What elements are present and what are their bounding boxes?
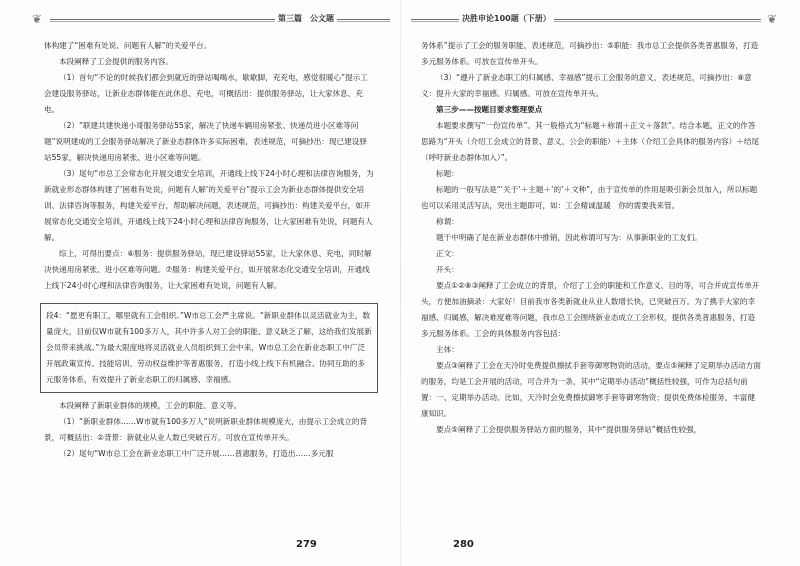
left-page-body [44, 38, 374, 462]
leaf-ornament-icon: ❦ [32, 12, 43, 26]
paragraph: （3）尾句“市总工会常态化开展交通安全培训，开通线上线下24小时心理和法律咨询服务，为新就业形态群体构建了‘困难有处说，问题有人解’的关爱平台”提示工会为新业态群体提供安全培训、法律咨询等服务，构建关爱平台，帮助解决问题，表述规范，可摘抄出：构建关爱平台，如开展常态化交通安全培训，开通线上线下24小时心理和法律咨询服务，让大家困难有处说，问题有人解。 [44, 169, 374, 242]
left-paragraphs [44, 38, 374, 294]
header-rule [50, 19, 390, 20]
paragraph: 正文： [436, 249, 459, 258]
paragraph: 体构建了“困难有处说、问题有人解”的关爱平台。 [44, 41, 212, 50]
paragraph: 主体： [436, 345, 459, 354]
paragraph: 题干中明确了是在新业态群体中推销，因此称谓可写为：从事新职业的工友们。 [436, 233, 702, 242]
paragraph: （2）尾句“W市总工会在新业态职工中广泛开展……普惠服务，打造出……多元服 [59, 449, 334, 458]
paragraph: （3）“遵升了新业态职工的归属感、幸福感”提示工会服务的意义，表述规范，可摘抄出：⑧意义：提升大家的幸福感、归属感。可放在宣传单开头。 [421, 73, 752, 98]
header-rule-thin [50, 21, 390, 22]
page-number-right: 280 [453, 539, 474, 550]
paragraph: 要点③阐释了工会在天冷时免费提供擦拭手套等御寒物资的活动，要点⑤阐释了定期举办活动方面的服务，均是工会开展的活动，可合并为一条，其中“定期举办活动”概括性较强，可作为总括句前置：一、定期举办活动。比如，天冷时会免费擦拭御寒手套等御寒物资；提供免费体检服务，丰富健康知识。 [421, 361, 761, 418]
left-after-box [44, 398, 374, 462]
paragraph: 要点⑤阐释了工会提供服务驿站方面的服务，其中“提供服务驿站”概括性较强， [436, 425, 702, 434]
paragraph: 称谓： [436, 217, 459, 226]
header-book-title: 决胜申论100题（下册） [459, 13, 554, 24]
right-paragraphs [421, 38, 761, 438]
paragraph: 标题： [436, 169, 459, 178]
right-page [401, 0, 800, 566]
paragraph: （1）“新职业群体……W市就有100多万人”说明新职业群体规模庞大，由提示工会成立的背景，可概括出：②背景：新就业从业人数已突破百万。可放在宣传单开头。 [44, 417, 368, 442]
right-page-body [421, 38, 761, 438]
right-page-header [411, 8, 786, 28]
left-page-header [30, 8, 390, 28]
leaf-ornament-icon: ❦ [767, 12, 778, 26]
paragraph: 本题要求撰写“一份宣传单”。其一般格式为“标题＋称谓＋正文＋落款”。结合本题，正文的作答思路为“开头（介绍工会成立的背景、意义，公会的职能）＋主体（介绍工会具体的服务内容）＋结尾（呼吁新业态群体加入）”。 [421, 121, 760, 162]
header-section-title: 第三篇 公文题 [275, 13, 337, 24]
paragraph: 要点①②⑧③阐释了工会成立的背景，介绍了工会的职能和工作意义、目的等，可合并成宣传单开头，方便加油摘录：大家好！目前我市各类新就业从业人数增长快，已突破百万。为了携手大家的幸福感、归属感，解决难度难等问题，我市总工会围绕新业态成立工会形权，提供各类普惠服务，打造多元服务体系。工会的具体服务内容包括： [421, 281, 760, 338]
paragraph: （2）“联建共建快递小哥服务驿站55家，解决了快递车辆用房紧张、快递员进小区难等问题”说明建成的工会服务驿站解决了新业态群体许多实际困难，表述规范，可摘抄出：现已建设驿站55家，解决快递用房紧张、进小区难等问题。 [44, 121, 367, 162]
paragraph: 本段阐释了工会提供的服务内容。 [59, 57, 173, 66]
page-number-left: 279 [296, 539, 317, 550]
paragraph: 本段阐释了新职业群体的规模，工会的职能、意义等。 [59, 401, 242, 410]
boxed-quote: 段4：“愿更有职工，哪里就有工会组织。”W市总工会严主席说。“新职业群体以灵活就业为主，数量庞大，目前仅W市就有100多万人，其中许多人对工会的职能、意义缺乏了解，这给我们发展新会员带来挑战。”为最大限度地将灵活就业人员组织到工会中来，W市总工会在新业态职工中广泛开展政策宣传、技能培训、劳动权益维护等普惠服务，打造小线上线下有机融合、协同互助的多元服务体系，有效提升了新业态职工的归属感、幸福感。 [40, 303, 378, 393]
paragraph: 务体系”提示了工会的服务职能，表述规范，可摘抄出：⑤职能：我市总工会提供各类普惠服务，打造多元服务体系。可放在宣传单开头。 [421, 41, 759, 66]
paragraph: 标题的一般写法是“‘关于’＋主题＋‘的’＋文种”，由于宣传单的作用是吸引新会员加入，所以标题也可以采用灵活写法，突出主题即可，如：工会精诚温暖 你的需要我来管。 [421, 185, 758, 210]
paragraph: （1）首句“不论的时候我们都会到就近的驿站喝喝水，歇歇脚，充充电，感觉很暖心”提示工会建设服务驿站，让新业态群体能在此休息、充电，可概括出：提供服务驿站，让大家休息、充电。 [44, 73, 368, 114]
paragraph: 开头： [436, 265, 459, 274]
section-heading: 第三步——按题目要求整理要点 [436, 105, 543, 114]
paragraph: 综上，可得出要点：⑥服务：提供服务驿站，现已建设驿站55家，让大家休息、充电，同时解决快递用房紧张、进小区难等问题。⑦服务：构建关爱平台，如开展常态化交通安全培训，开通线上线下24小时心理和法律咨询服务，让大家困难有处说，问题有人解。 [44, 249, 372, 290]
